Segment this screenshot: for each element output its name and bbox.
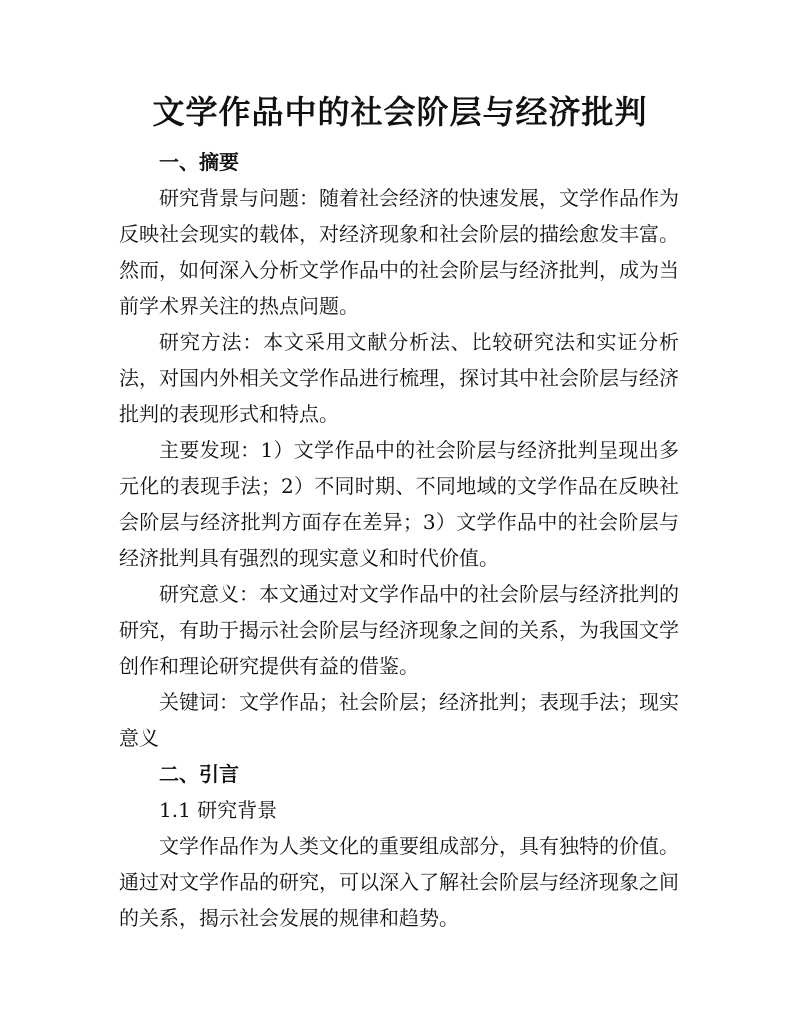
introduction-paragraph: 文学作品作为人类文化的重要组成部分，具有独特的价值。通过对文学作品的研究，可以深入了解社会阶层与经济现象之间的关系，揭示社会发展的规律和趋势。 <box>119 834 679 930</box>
document-body <box>119 144 679 936</box>
subsection-heading-background: 1.1 研究背景 <box>159 798 278 822</box>
keywords-line: 关键词：文学作品；社会阶层；经济批判；表现手法；现实意义 <box>119 690 679 750</box>
abstract-findings-paragraph: 主要发现：1）文学作品中的社会阶层与经济批判呈现出多元化的表现手法；2）不同时期、不同地域的文学作品在反映社会阶层与经济批判方面存在差异；3）文学作品中的社会阶层与经济批判具有强烈的现实意义和时代价值。 <box>119 438 679 570</box>
abstract-method-paragraph: 研究方法：本文采用文献分析法、比较研究法和实证分析法，对国内外相关文学作品进行梳理，探讨其中社会阶层与经济批判的表现形式和特点。 <box>119 330 679 426</box>
document-title: 文学作品中的社会阶层与经济批判 <box>152 93 648 131</box>
section-heading-introduction: 二、引言 <box>159 762 239 786</box>
section-heading-abstract: 一、摘要 <box>159 150 239 174</box>
abstract-background-paragraph: 研究背景与问题：随着社会经济的快速发展，文学作品作为反映社会现实的载体，对经济现象和社会阶层的描绘愈发丰富。然而，如何深入分析文学作品中的社会阶层与经济批判，成为当前学术界关注的热点问题。 <box>119 186 679 318</box>
abstract-significance-paragraph: 研究意义：本文通过对文学作品中的社会阶层与经济批判的研究，有助于揭示社会阶层与经济现象之间的关系，为我国文学创作和理论研究提供有益的借鉴。 <box>119 582 679 678</box>
